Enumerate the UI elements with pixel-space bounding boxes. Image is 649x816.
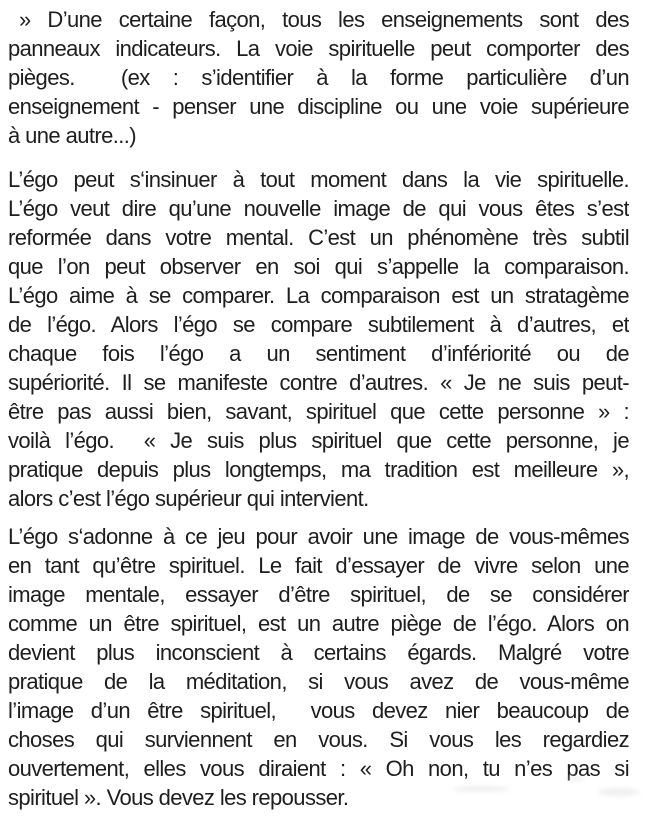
- text-line: image mentale, essayer d’être spirituel, de se considérer: [8, 582, 629, 607]
- text-line: l’image d’un être spirituel, vous devez nier beaucoup de: [8, 698, 629, 723]
- paragraph: [8, 165, 629, 513]
- text-line: pratique depuis plus longtemps, ma tradition est meilleure »,: [8, 457, 629, 482]
- text-line: à une autre...): [8, 123, 136, 148]
- text-line: spirituel ». Vous devez les repousser.: [8, 785, 349, 810]
- text-line: L’égo veut dire qu’une nouvelle image de qui vous êtes s’est: [8, 196, 629, 221]
- text-line: voilà l’égo. « Je suis plus spirituel que cette personne, je: [8, 428, 629, 453]
- text-line: enseignement - penser une discipline ou une voie supérieure: [8, 94, 629, 119]
- scan-artifact: [566, 776, 584, 781]
- text-line: de l’égo. Alors l’égo se compare subtilement à d’autres, et: [8, 312, 629, 337]
- text-line: reformée dans votre mental. C’est un phénomène très subtil: [8, 225, 629, 250]
- paragraph: [8, 5, 629, 150]
- scan-artifact: [452, 786, 510, 792]
- text-line: L’égo s‘adonne à ce jeu pour avoir une image de vous-mêmes: [8, 524, 629, 549]
- text-line: que l’on peut observer en soi qui s’appelle la comparaison.: [8, 254, 629, 279]
- text-line: panneaux indicateurs. La voie spirituelle peut comporter des: [8, 36, 629, 61]
- text-line: devient plus inconscient à certains égards. Malgré votre: [8, 640, 629, 665]
- text-line: ouvertement, elles vous diraient : « Oh non, tu n’es pas si: [8, 756, 629, 781]
- text-line: alors c’est l’égo supérieur qui intervient.: [8, 486, 369, 511]
- text-line: » D’une certaine façon, tous les enseignements sont des: [19, 7, 629, 32]
- text-line: L’égo aime à se comparer. La comparaison est un stratagème: [8, 283, 629, 308]
- scan-artifact: [598, 788, 640, 796]
- text-line: pièges. (ex : s’identifier à la forme particulière d’un: [8, 65, 629, 90]
- text-line: chaque fois l’égo a un sentiment d’infériorité ou de: [8, 341, 629, 366]
- text-line: choses qui surviennent en vous. Si vous les regardiez: [8, 727, 629, 752]
- text-line: pratique de la méditation, si vous avez de vous-même: [8, 669, 629, 694]
- text-line: être pas aussi bien, savant, spirituel que cette personne » :: [8, 399, 629, 424]
- paragraph: [8, 522, 629, 812]
- text-line: L’égo peut s‘insinuer à tout moment dans la vie spirituelle.: [8, 167, 629, 192]
- text-line: supériorité. Il se manifeste contre d’autres. « Je ne suis peut-: [8, 370, 629, 395]
- text-line: comme un être spirituel, est un autre piège de l’égo. Alors on: [8, 611, 629, 636]
- text-content: [8, 5, 629, 812]
- text-line: en tant qu’être spirituel. Le fait d’essayer de vivre selon une: [8, 553, 629, 578]
